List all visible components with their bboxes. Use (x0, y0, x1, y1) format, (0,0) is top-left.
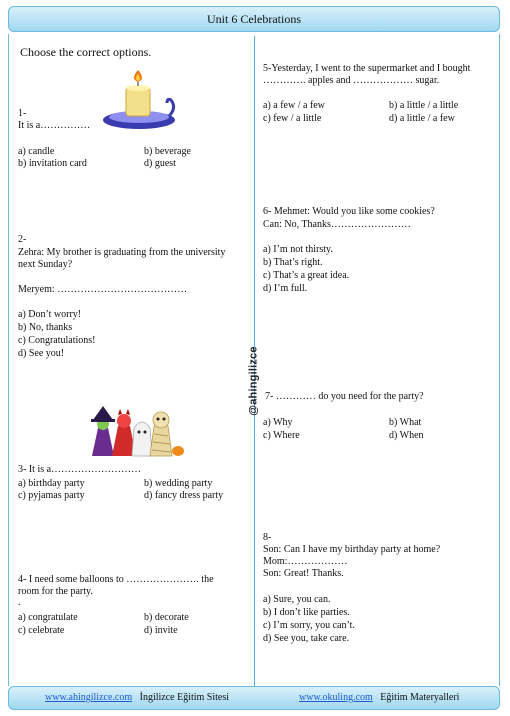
q1-option-a[interactable]: a) candle (18, 146, 55, 157)
footer-text-left: İngilizce Eğitim Sitesi (139, 692, 230, 703)
footer-link-okuling[interactable]: www.okuling.com (299, 692, 373, 703)
q8-option-d[interactable]: d) See you, take care. (263, 633, 350, 644)
q6-option-a[interactable]: a) I’m not thirsty. (263, 244, 333, 255)
q7-option-c[interactable]: c) Where (263, 430, 300, 441)
q5-option-b[interactable]: b) a little / a little (389, 100, 459, 111)
q6-line-1: 6- Mehmet: Would you like some cookies? (263, 206, 435, 217)
q5-option-a[interactable]: a) a few / a few (263, 100, 325, 111)
footer-text-right: Eğitim Materyalleri (380, 692, 460, 703)
q7-option-b[interactable]: b) What (389, 417, 422, 428)
q8-line-1: Son: Can I have my birthday party at home? (263, 544, 441, 555)
q4-line-1: 4- I need some balloons to …………………. the (18, 574, 214, 585)
q3-stem: 3- It is a……………………… (18, 464, 142, 475)
q2-option-b[interactable]: b) No, thanks (18, 322, 73, 333)
q4-option-a[interactable]: a) congratulate (18, 612, 78, 623)
q3-option-d[interactable]: d) fancy dress party (144, 490, 224, 501)
q1-stem: It is a…………… (18, 120, 91, 131)
q2-line-2: next Sunday? (18, 259, 73, 270)
q8-number: 8- (263, 532, 272, 543)
footer-right (299, 687, 459, 709)
q5-option-d[interactable]: d) a little / a few (389, 113, 455, 124)
candle-image (100, 70, 178, 132)
q1-number: 1- (18, 108, 27, 119)
q5-line-1: 5-Yesterday, I went to the supermarket and I bought (263, 63, 471, 74)
q3-option-a[interactable]: a) birthday party (18, 478, 85, 489)
q5-line-2: …………. apples and ……………… sugar. (263, 75, 440, 86)
q2-line-1: Zehra: My brother is graduating from the university (18, 247, 226, 258)
q1-option-d[interactable]: d) guest (144, 158, 176, 169)
q5-option-c[interactable]: c) few / a little (263, 113, 322, 124)
q2-option-c[interactable]: c) Congratulations! (18, 335, 96, 346)
footer-bar (8, 686, 500, 710)
worksheet-title: Unit 6 Celebrations (8, 6, 500, 32)
q6-option-c[interactable]: c) That’s a great idea. (263, 270, 350, 281)
q8-option-a[interactable]: a) Sure, you can. (263, 594, 331, 605)
q2-option-d[interactable]: d) See you! (18, 348, 65, 359)
instruction: Choose the correct options. (20, 45, 152, 59)
watermark: @ahingilizce (248, 346, 260, 416)
footer-left (45, 687, 229, 709)
q8-option-c[interactable]: c) I’m sorry, you can’t. (263, 620, 355, 631)
q4-option-c[interactable]: c) celebrate (18, 625, 65, 636)
q4-option-b[interactable]: b) decorate (144, 612, 189, 623)
q7-option-a[interactable]: a) Why (263, 417, 293, 428)
q1-option-c[interactable]: b) invitation card (18, 158, 87, 169)
q8-line-2: Mom:……………… (263, 556, 348, 567)
q7-option-d[interactable]: d) When (389, 430, 424, 441)
q4-option-d[interactable]: d) invite (144, 625, 178, 636)
q4-dot: . (18, 597, 21, 608)
q2-number: 2- (18, 234, 27, 245)
footer-link-ahingilizce[interactable]: www.ahingilizce.com (45, 692, 133, 703)
q8-line-3: Son: Great! Thanks. (263, 568, 344, 579)
q2-line-3: Meryem: ………………………………… (18, 284, 188, 295)
q3-option-c[interactable]: c) pyjamas party (18, 490, 85, 501)
q1-option-b[interactable]: b) beverage (144, 146, 191, 157)
q6-option-b[interactable]: b) That’s right. (263, 257, 323, 268)
q6-line-2: Can: No, Thanks…………………… (263, 219, 411, 230)
q7-stem: 7- ………… do you need for the party? (265, 391, 424, 402)
q3-option-b[interactable]: b) wedding party (144, 478, 213, 489)
q8-option-b[interactable]: b) I don’t like parties. (263, 607, 350, 618)
q6-option-d[interactable]: d) I’m full. (263, 283, 308, 294)
costumes-image (88, 406, 184, 458)
q2-option-a[interactable]: a) Don’t worry! (18, 309, 82, 320)
q4-line-2: room for the party. (18, 586, 93, 597)
worksheet-frame (8, 6, 500, 710)
